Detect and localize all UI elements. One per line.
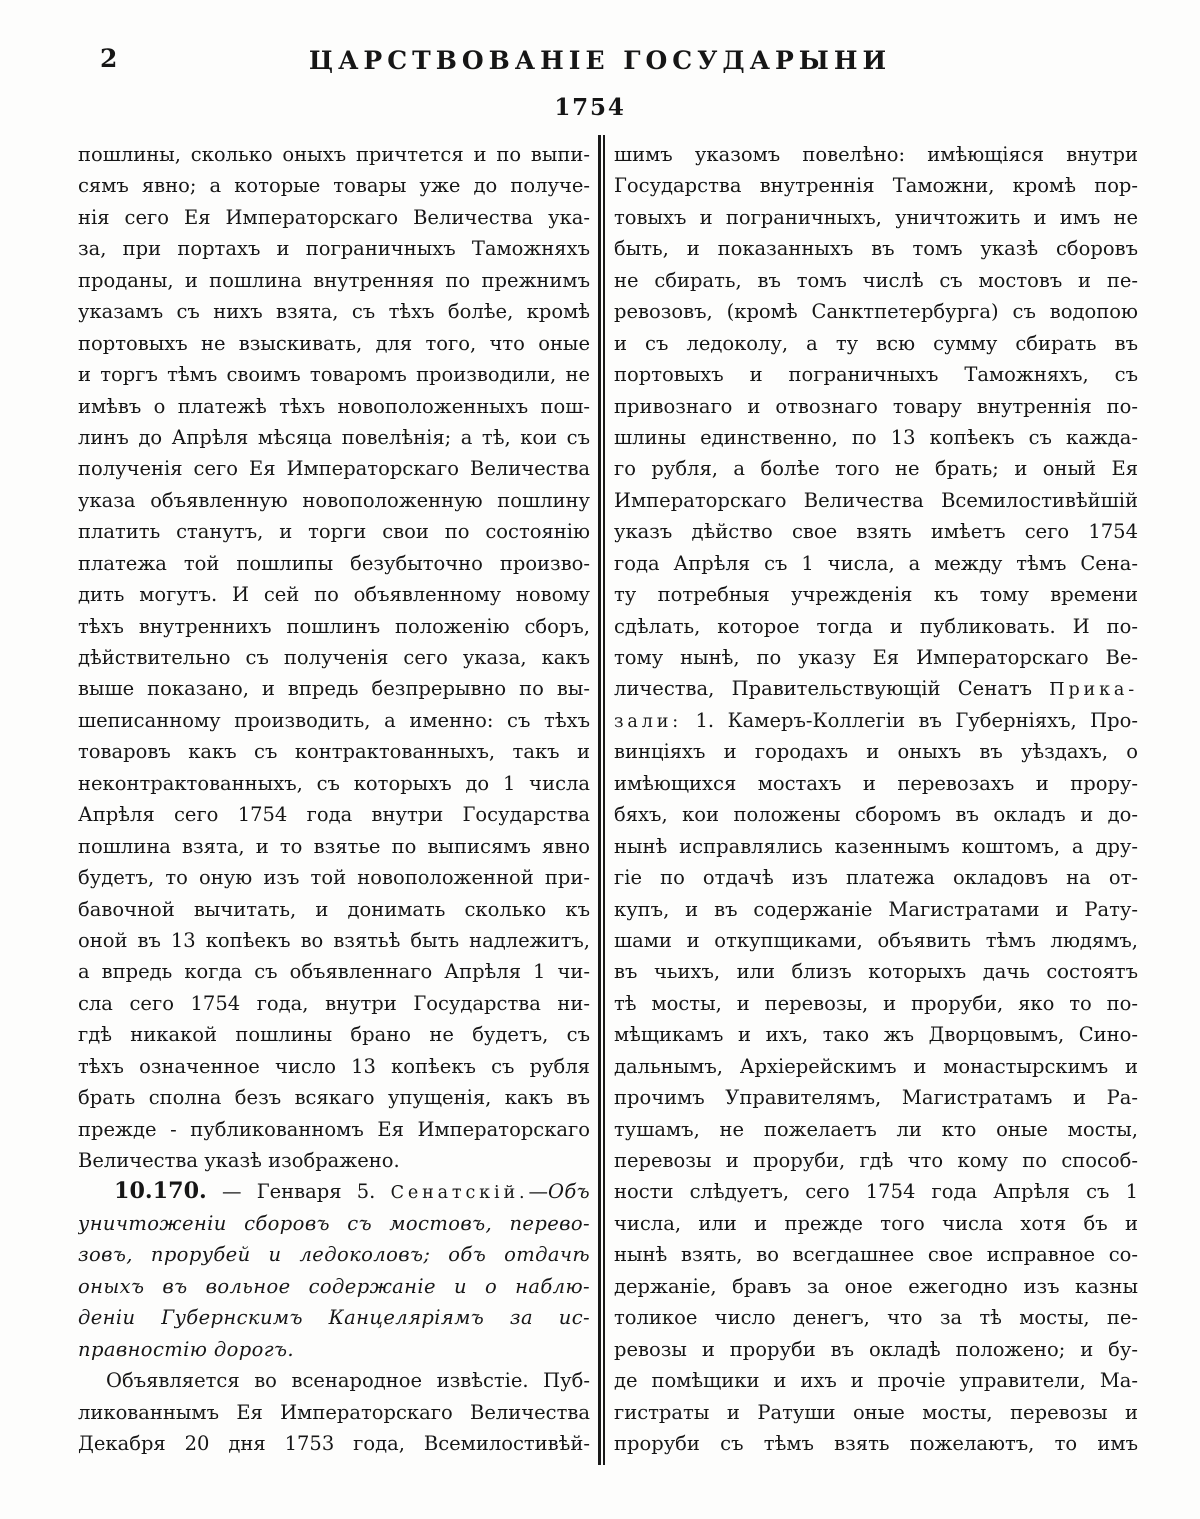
text-line xyxy=(78,422,590,453)
text-segment: Декабря 20 дня 1753 года, Всемилостивѣй- xyxy=(78,1431,590,1455)
text-segment: тушамъ, не пожелаетъ ли кто оные мосты, xyxy=(614,1117,1138,1141)
text-line xyxy=(78,328,590,359)
text-line xyxy=(78,1051,590,1082)
text-line xyxy=(78,705,590,736)
text-line xyxy=(78,485,590,516)
text-line xyxy=(78,202,590,233)
text-segment: проданы, и пошлина внутренняя по прежнимъ xyxy=(78,268,590,292)
text-segment: сямъ явно; а которые товары уже до получе- xyxy=(78,174,590,198)
text-segment: полученія сего Ея Императорскаго Величества xyxy=(78,457,590,481)
text-segment: Прика- xyxy=(1049,680,1138,701)
text-segment: нынѣ взять, во всегдашнее свое исправное со- xyxy=(614,1243,1138,1267)
text-segment: дить могутъ. И сей по объявленному новому xyxy=(78,583,590,607)
text-line xyxy=(78,1239,590,1270)
text-segment: года Апрѣля съ 1 числа, а между тѣмъ Сена- xyxy=(614,551,1138,575)
text-line xyxy=(614,768,1138,799)
text-line xyxy=(614,799,1138,830)
text-line xyxy=(78,831,590,862)
right-column xyxy=(614,139,1138,1459)
text-line xyxy=(78,233,590,264)
text-line xyxy=(78,736,590,767)
text-segment: сла сего 1754 года, внутри Государства ни- xyxy=(78,991,590,1015)
text-segment: уничтоженіи сборовъ съ мостовъ, перево- xyxy=(78,1211,590,1235)
text-line xyxy=(78,265,590,296)
text-segment: тѣхъ внутреннихъ пошлинъ положенію сборъ, xyxy=(78,614,590,638)
text-segment: купъ, и въ содержаніе Магистратами и Рату- xyxy=(614,897,1138,921)
text-line xyxy=(614,296,1138,327)
text-segment: тому нынѣ, по указу Ея Императорскаго Ве- xyxy=(614,646,1138,669)
text-line xyxy=(78,956,590,987)
text-line xyxy=(614,265,1138,296)
text-line xyxy=(614,516,1138,547)
text-line xyxy=(78,1176,590,1207)
text-line xyxy=(614,673,1138,704)
text-segment: указъ дѣйство свое взять имѣетъ сего 1754 xyxy=(614,520,1138,544)
text-line xyxy=(614,1051,1138,1082)
text-line xyxy=(78,170,590,201)
text-line xyxy=(614,391,1138,422)
text-segment: шеписанному производить, а именно: съ тѣхъ xyxy=(78,708,590,732)
text-line xyxy=(78,1302,590,1333)
text-line xyxy=(614,170,1138,201)
text-line xyxy=(78,579,590,610)
text-line xyxy=(614,1334,1138,1365)
text-segment: указа объявленную новоположенную пошлину xyxy=(78,488,590,512)
text-segment: — Генваря 5. xyxy=(206,1180,391,1204)
text-line xyxy=(614,956,1138,987)
text-line xyxy=(614,705,1138,736)
text-line xyxy=(78,453,590,484)
text-segment: де помѣщики и ихъ и прочіе управители, Ма- xyxy=(614,1369,1138,1393)
text-line xyxy=(614,831,1138,862)
text-segment: Апрѣля сего 1754 года внутри Государства xyxy=(78,803,590,827)
divider-rule-thick xyxy=(598,135,601,1465)
text-segment: портовыхъ и пограничныхъ Таможняхъ, съ xyxy=(614,363,1138,387)
text-line xyxy=(614,233,1138,264)
text-line xyxy=(614,1271,1138,1302)
text-segment: деніи Губернскимъ Канцеляріямъ за ис- xyxy=(78,1306,590,1330)
text-segment: сдѣлать, которое тогда и публиковать. И по- xyxy=(614,614,1138,638)
text-line xyxy=(78,799,590,830)
text-segment: за, при портахъ и пограничныхъ Таможняхъ xyxy=(78,237,590,261)
text-segment: оныхъ въ вольное содержаніе и о наблю- xyxy=(78,1274,590,1298)
text-line xyxy=(78,1019,590,1050)
text-line xyxy=(78,1145,590,1176)
text-line xyxy=(614,1019,1138,1050)
text-line xyxy=(78,611,590,642)
text-line xyxy=(78,391,590,422)
text-segment: проруби съ тѣмъ взять пожелаютъ, то имъ xyxy=(614,1431,1138,1455)
text-segment: линъ до Апрѣля мѣсяца повелѣнія; а тѣ, кои съ xyxy=(78,425,590,449)
text-line xyxy=(78,1397,590,1428)
text-segment: Объявляется во всенародное извѣстіе. Пуб- xyxy=(106,1369,590,1393)
text-segment: правностію дорогъ. xyxy=(78,1337,295,1361)
page-number: 2 xyxy=(100,44,118,73)
text-line xyxy=(614,1145,1138,1176)
text-line xyxy=(78,925,590,956)
text-segment: личества, Правительствующій Сенатъ xyxy=(614,677,1050,701)
text-segment: будетъ, то оную изъ той новоположенной при- xyxy=(78,866,590,890)
text-segment: Императорскаго Величества Всемилостивѣйшій xyxy=(614,488,1138,512)
text-line xyxy=(78,1334,590,1365)
text-segment: неконтрактованныхъ, съ которыхъ до 1 числа xyxy=(78,771,590,795)
text-line xyxy=(614,453,1138,484)
text-segment: выше показано, и впредь безпрерывно по вы- xyxy=(78,677,590,701)
text-line xyxy=(614,1239,1138,1270)
text-line xyxy=(78,1365,590,1396)
divider-rule-thin xyxy=(603,135,605,1465)
text-segment: не сбирать, въ томъ числѣ съ мостовъ и пе- xyxy=(614,268,1138,292)
text-line xyxy=(614,988,1138,1019)
text-segment: числа, или и прежде того числа хотя бъ и xyxy=(614,1211,1138,1235)
text-segment: винціяхъ и городахъ и оныхъ въ уѣздахъ, о xyxy=(614,740,1138,764)
text-segment: Объ xyxy=(547,1180,590,1204)
text-segment: дѣйствительно съ полученія сего указа, какъ xyxy=(78,646,590,669)
text-segment: привознаго и отвознаго товару внутреннія по- xyxy=(614,394,1138,418)
text-segment: ревозы и проруби въ окладѣ положено; и бу- xyxy=(614,1337,1138,1361)
left-column xyxy=(78,139,590,1459)
text-segment: платежа той пошлипы безубыточно произво- xyxy=(78,551,590,575)
text-segment: ликованнымъ Ея Императорскаго Величества xyxy=(78,1400,590,1424)
text-line xyxy=(78,1428,590,1459)
text-segment: 1. Камеръ-Коллегіи въ Губерніяхъ, Про- xyxy=(682,708,1138,732)
text-segment: шимъ указомъ повелѣно: имѣющіяся внутри xyxy=(614,143,1138,166)
text-segment: Государства внутреннія Таможни, кромѣ пор- xyxy=(614,174,1138,198)
text-segment: пошлина взята, и то взятье по выписямъ явно xyxy=(78,834,590,858)
text-line xyxy=(78,1208,590,1239)
text-segment: брать сполна безъ всякаго упущенія, какъ въ xyxy=(78,1086,590,1110)
text-line xyxy=(78,516,590,547)
text-line xyxy=(78,988,590,1019)
text-line xyxy=(614,1082,1138,1113)
text-segment: оной въ 13 копѣекъ во взятьѣ быть надлежитъ, xyxy=(78,928,590,952)
text-segment: Величества указѣ изображено. xyxy=(78,1149,400,1172)
text-segment: нія сего Ея Императорскаго Величества ука- xyxy=(78,205,590,229)
text-segment: гіе по отдачѣ изъ платежа окладовъ на от- xyxy=(614,866,1138,890)
text-line xyxy=(78,359,590,390)
text-line xyxy=(614,579,1138,610)
text-line xyxy=(78,548,590,579)
text-line xyxy=(78,139,590,170)
text-segment: указамъ съ нихъ взята, съ тѣхъ болѣе, кромѣ xyxy=(78,300,590,324)
text-segment: зали: xyxy=(614,711,683,732)
text-line xyxy=(614,139,1138,170)
text-line xyxy=(78,1114,590,1145)
text-line xyxy=(614,862,1138,893)
text-segment: — xyxy=(528,1180,548,1204)
running-header: ЦАРСТВОВАНІЕ ГОСУДАРЫНИ xyxy=(308,46,892,75)
text-line xyxy=(614,359,1138,390)
text-segment: зовъ, прорубей и ледоколовъ; объ отдачѣ xyxy=(78,1243,590,1267)
text-line xyxy=(614,1428,1138,1459)
text-segment: гдѣ никакой пошлины брано не будетъ, съ xyxy=(78,1023,590,1047)
text-segment: бяхъ, кои положены сборомъ въ окладъ и до- xyxy=(614,803,1138,827)
text-segment: быть, и показанныхъ въ томъ указѣ сборовъ xyxy=(614,237,1138,261)
text-line xyxy=(614,925,1138,956)
text-line xyxy=(614,202,1138,233)
text-line xyxy=(614,736,1138,767)
year-heading: 1754 xyxy=(554,94,626,121)
text-segment: портовыхъ не взыскивать, для того, что оные xyxy=(78,331,590,355)
text-line xyxy=(78,1082,590,1113)
text-segment: перевозы и проруби, гдѣ что кому по способ- xyxy=(614,1149,1138,1172)
text-line xyxy=(78,894,590,925)
text-line xyxy=(614,1397,1138,1428)
text-segment: прежде - публикованномъ Ея Императорскаго xyxy=(78,1117,590,1141)
text-segment: держаніе, бравъ за оное ежегодно изъ казны xyxy=(614,1274,1138,1298)
text-segment: прочимъ Управителямъ, Магистратамъ и Ра- xyxy=(614,1086,1138,1110)
text-line xyxy=(78,862,590,893)
text-segment: ности слѣдуетъ, сего 1754 года Апрѣля съ 1 xyxy=(614,1180,1138,1204)
text-segment: тѣхъ означенное число 13 копѣекъ съ рубля xyxy=(78,1054,590,1078)
text-segment: нынѣ исправлялись казеннымъ коштомъ, а дру- xyxy=(614,834,1138,858)
text-line xyxy=(78,673,590,704)
text-line xyxy=(614,611,1138,642)
text-segment: имѣющихся мостахъ и перевозахъ и прору- xyxy=(614,771,1138,795)
text-segment: ревозовъ, (кромѣ Санктпетербурга) съ водопою xyxy=(614,300,1138,324)
text-line xyxy=(78,642,590,673)
text-line xyxy=(78,1271,590,1302)
text-segment: пошлины, сколько оныхъ причтется и по выпи- xyxy=(78,143,590,166)
text-segment: а впредь когда съ объявленнаго Апрѣля 1 чи- xyxy=(78,960,590,984)
text-segment: и съ ледоколу, а ту всю сумму сбирать въ xyxy=(614,331,1138,355)
column-divider xyxy=(598,135,606,1465)
text-segment: дальнымъ, Архіерейскимъ и монастырскимъ и xyxy=(614,1054,1138,1078)
text-segment: Сенатскій. xyxy=(390,1183,529,1204)
text-segment: товыхъ и пограничныхъ, уничтожить и имъ не xyxy=(614,205,1138,229)
text-segment: шлины единственно, по 13 копѣекъ съ кажда- xyxy=(614,425,1138,449)
text-line xyxy=(614,548,1138,579)
text-segment: въ чьихъ, или близъ которыхъ дачь состоятъ xyxy=(614,960,1138,984)
text-line xyxy=(614,1365,1138,1396)
text-line xyxy=(614,1176,1138,1207)
text-line xyxy=(78,296,590,327)
text-line xyxy=(614,485,1138,516)
text-line xyxy=(614,422,1138,453)
text-line xyxy=(78,768,590,799)
text-line xyxy=(614,1302,1138,1333)
text-line xyxy=(614,642,1138,673)
text-segment: мѣщикамъ и ихъ, тако жъ Дворцовымъ, Сино- xyxy=(614,1023,1138,1047)
text-segment: го рубля, а болѣе того не брать; и оный Ея xyxy=(614,457,1138,481)
text-segment: гистраты и Ратуши оные мосты, перевозы и xyxy=(614,1400,1138,1424)
text-segment: и торгъ тѣмъ своимъ товаромъ производили, не xyxy=(78,363,590,387)
text-segment: товаровъ какъ съ контрактованныхъ, такъ и xyxy=(78,740,590,764)
text-line xyxy=(614,1114,1138,1145)
text-line xyxy=(614,1208,1138,1239)
text-segment: платить станутъ, и торги свои по состоянію xyxy=(78,520,590,544)
text-segment: ту потребныя учрежденія къ тому времени xyxy=(614,583,1138,607)
text-line xyxy=(614,894,1138,925)
text-line xyxy=(614,328,1138,359)
text-segment: имѣвъ о платежѣ тѣхъ новоположенныхъ пош- xyxy=(78,394,590,418)
text-segment: бавочной вычитать, и донимать сколько къ xyxy=(78,897,590,921)
text-segment: 10.170. xyxy=(114,1178,207,1205)
text-segment: тѣ мосты, и перевозы, и проруби, яко то по- xyxy=(614,991,1138,1015)
text-segment: шами и откупщиками, объявить тѣмъ людямъ, xyxy=(614,928,1138,952)
text-segment: толикое число денегъ, что за тѣ мосты, пе- xyxy=(614,1306,1138,1330)
